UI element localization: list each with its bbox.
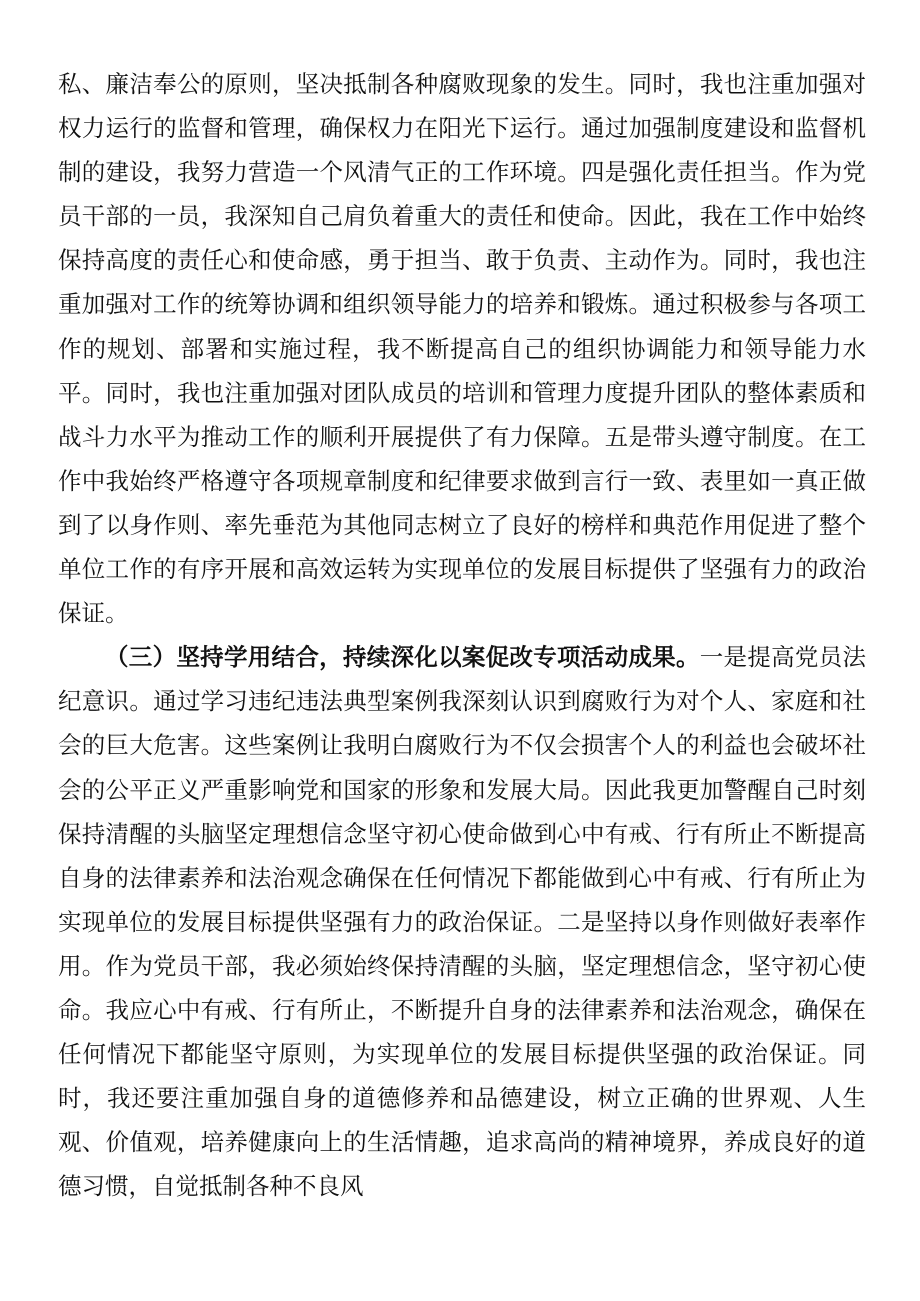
paragraph-continuation — [58, 62, 866, 635]
paragraph-text: 一是提高党员法纪意识。通过学习违纪违法典型案例我深刻认识到腐败行为对个人、家庭和社会的巨大危害。这些案例让我明白腐败行为不仅会损害个人的利益也会破坏社会的公平正义严重影响党和国家的形象和发展大局。因此我更加警醒自己时刻保持清醒的头脑坚定理想信念坚守初心使命做到心中有戒、行有所止不断提高自身的法律素养和法治观念确保在任何情况下都能做到心中有戒、行有所止为实现单位的发展目标提供坚强有力的政治保证。二是坚持以身作则做好表率作用。作为党员干部，我必须始终保持清醒的头脑，坚定理想信念，坚守初心使命。我应心中有戒、行有所止，不断提升自身的法律素养和法治观念，确保在任何情况下都能坚守原则，为实现单位的发展目标提供坚强的政治保证。同时，我还要注重加强自身的道德修养和品德建设，树立正确的世界观、人生观、价值观，培养健康向上的生活情趣，追求高尚的精神境界，养成良好的道德习惯，自觉抵制各种不良风 — [58, 643, 867, 1201]
document-body — [58, 62, 866, 1208]
paragraph-section-three — [58, 635, 866, 1208]
paragraph-text: 私、廉洁奉公的原则，坚决抵制各种腐败现象的发生。同时，我也注重加强对权力运行的监督和管理，确保权力在阳光下运行。通过加强制度建设和监督机制的建设，我努力营造一个风清气正的工作环境。四是强化责任担当。作为党员干部的一员，我深知自己肩负着重大的责任和使命。因此，我在工作中始终保持高度的责任心和使命感，勇于担当、敢于负责、主动作为。同时，我也注重加强对工作的统筹协调和组织领导能力的培养和锻炼。通过积极参与各项工作的规划、部署和实施过程，我不断提高自己的组织协调能力和领导能力水平。同时，我也注重加强对团队成员的培训和管理力度提升团队的整体素质和战斗力水平为推动工作的顺利开展提供了有力保障。五是带头遵守制度。在工作中我始终严格遵守各项规章制度和纪律要求做到言行一致、表里如一真正做到了以身作则、率先垂范为其他同志树立了良好的榜样和典范作用促进了整个单位工作的有序开展和高效运转为实现单位的发展目标提供了坚强有力的政治保证。 — [58, 70, 866, 628]
section-heading: （三）坚持学用结合，持续深化以案促改专项活动成果。 — [105, 643, 700, 672]
